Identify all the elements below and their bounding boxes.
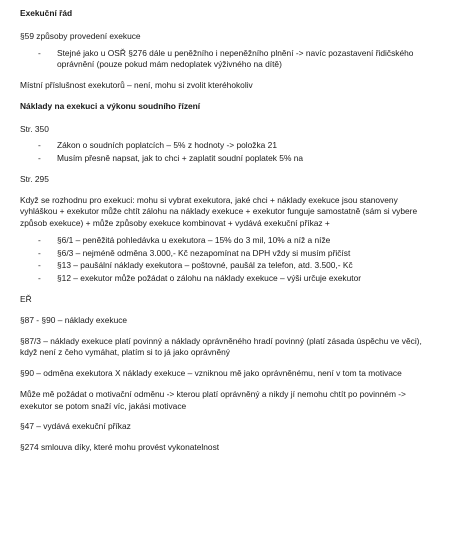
list-item-text: §6/1 – peněžitá pohledávka u exekutora – 15% do 3 mil, 10% a níž a níže xyxy=(57,234,331,245)
list-item: - Musím přesně napsat, jak to chci + zaplatit soudní poplatek 5% na xyxy=(38,153,304,164)
heading-naklady: Náklady na exekuci a výkonu soudního řízení xyxy=(20,100,201,111)
list-item: - §6/3 – nejméně odměna 3.000,- Kč nezapomínat na DPH vždy si musím přičíst xyxy=(38,247,351,258)
list-item-text: Musím přesně napsat, jak to chci + zaplatit soudní poplatek 5% na xyxy=(57,153,304,164)
list-item: - Zákon o soudních poplatcích – 5% z hodnoty -> položka 21 xyxy=(38,140,277,151)
list-item-text: §6/3 – nejméně odměna 3.000,- Kč nezapomínat na DPH vždy si musím přičíst xyxy=(57,247,351,258)
list-item: - Stejné jako u OSŘ §276 dále u peněžního i nepeněžního plnění -> navíc pozastavení řidičského oprávnění (pouze pokud mám nedoplatek výživného na dítě) xyxy=(38,47,414,70)
list-item: - §13 – paušální náklady exekutora – poštovné, paušál za telefon, atd. 3.500,- Kč xyxy=(38,260,353,271)
paragraph: §87 - §90 – náklady exekuce xyxy=(20,314,128,325)
list-item-text: §12 – exekutor může požádat o zálohu na náklady exekuce – výši určuje exekutor xyxy=(57,273,362,284)
heading-exekucni-rad: Exekuční řád xyxy=(20,8,73,18)
paragraph: §90 – odměna exekutora X náklady exekuce – vzniknou mě jako oprávněnému, není v tom ta motivace xyxy=(20,368,402,379)
paragraph: §59 způsoby provedení exekuce xyxy=(20,30,141,41)
paragraph: EŘ xyxy=(20,294,32,305)
paragraph: Str. 295 xyxy=(20,173,49,184)
list-item-text: §13 – paušální náklady exekutora – poštovné, paušál za telefon, atd. 3.500,- Kč xyxy=(57,260,353,271)
paragraph: §274 smlouva díky, které mohu provést vykonatelnost xyxy=(20,442,220,453)
paragraph: Str. 350 xyxy=(20,123,49,134)
bullet-list xyxy=(20,235,434,285)
list-item-text: Stejné jako u OSŘ §276 dále u peněžního i nepeněžního plnění -> navíc pozastavení řidičského oprávnění (pouze pokud mám nedoplatek výživného na dítě) xyxy=(57,47,414,70)
list-item: - §12 – exekutor může požádat o zálohu na náklady exekuce – výši určuje exekutor xyxy=(38,273,362,284)
paragraph: Místní příslušnost exekutorů – není, mohu si zvolit kteréhokoliv xyxy=(20,80,253,91)
paragraph: §87/3 – náklady exekuce platí povinný a náklady oprávněného hradí povinný (platí zásada úspěchu ve věci), když není z čeho vymáhat, platím si to já jako oprávněný xyxy=(20,335,422,358)
paragraph: Může mě požádat o motivační odměnu -> kterou platí oprávněný a nikdy jí nemohu chtít po povinném -> exekutor se potom snaží víc, jakási motivace xyxy=(20,388,406,411)
list-item: - §6/1 – peněžitá pohledávka u exekutora – 15% do 3 mil, 10% a níž a níže xyxy=(38,234,331,245)
paragraph: §47 – vydává exekuční příkaz xyxy=(20,421,131,432)
bullet-list xyxy=(20,48,434,72)
bullet-list xyxy=(20,140,434,165)
paragraph: Když se rozhodnu pro exekuci: mohu si vybrat exekutora, jaké chci + náklady exekuce jsou stanoveny vyhláškou + exekutor může chtít zálohu na náklady exekuce + exekutor funguje samostatně (sám si vybere způsob exekuce) + může způsoby exekuce kombinovat + vydává exekuční příkaz + xyxy=(20,194,418,229)
list-item-text: Zákon o soudních poplatcích – 5% z hodnoty -> položka 21 xyxy=(57,140,277,151)
